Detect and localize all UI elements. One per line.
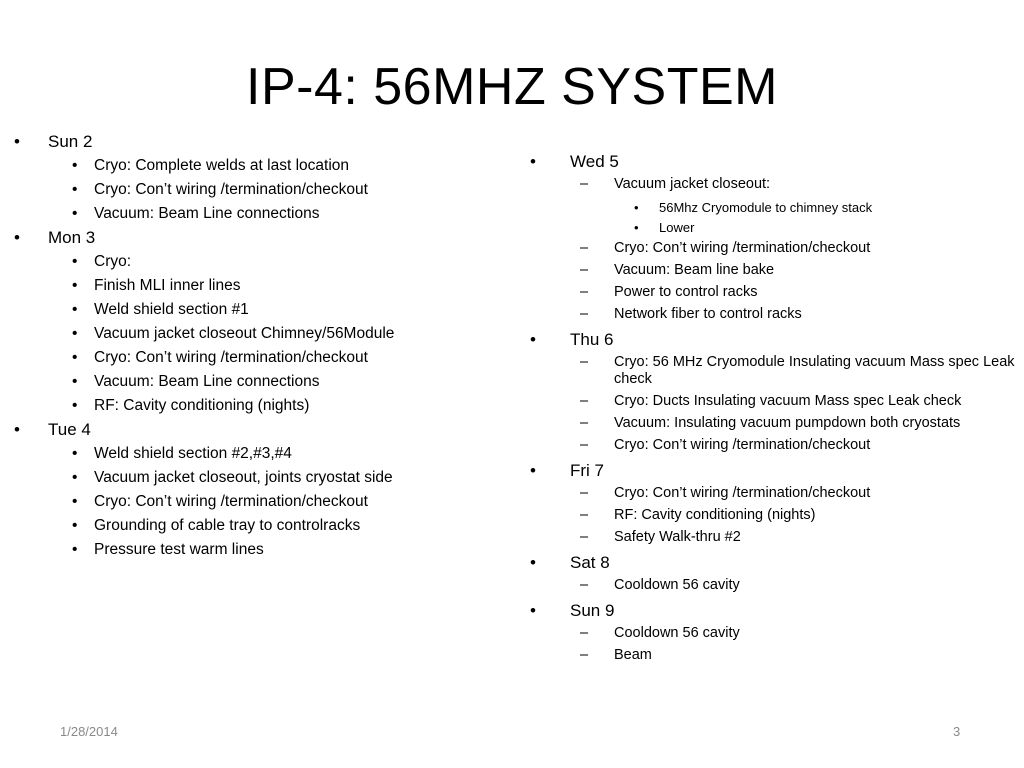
list-item: – Network fiber to control racks <box>528 306 1018 323</box>
day-fri-7: • Fri 7 <box>528 459 1018 483</box>
right-column <box>528 150 1018 669</box>
day-wed-5: • Wed 5 <box>528 150 1018 174</box>
day-thu-6: • Thu 6 <box>528 328 1018 352</box>
list-item: • 56Mhz Cryomodule to chimney stack <box>528 198 1018 218</box>
day-sun-2: • Sun 2 <box>14 130 514 154</box>
list-item: • Weld shield section #1 <box>14 298 514 322</box>
list-item: • Vacuum jacket closeout Chimney/56Module <box>14 322 514 346</box>
day-sat-8: • Sat 8 <box>528 551 1018 575</box>
list-item: – Cooldown 56 cavity <box>528 577 1018 594</box>
list-item: – Power to control racks <box>528 284 1018 301</box>
list-item: • Finish MLI inner lines <box>14 274 514 298</box>
list-item: – Cryo: Con’t wiring /termination/checkout <box>528 437 1018 454</box>
list-item: • Lower <box>528 218 1018 238</box>
list-item: • Grounding of cable tray to controlracks <box>14 514 514 538</box>
list-item: • Vacuum: Beam Line connections <box>14 202 514 226</box>
day-mon-3: • Mon 3 <box>14 226 514 250</box>
list-item: • RF: Cavity conditioning (nights) <box>14 394 514 418</box>
list-item: – Vacuum jacket closeout: <box>528 176 1018 193</box>
list-item: • Cryo: Con’t wiring /termination/checkout <box>14 346 514 370</box>
list-item: – Beam <box>528 647 1018 664</box>
list-item: – Vacuum: Insulating vacuum pumpdown both cryostats <box>528 415 1018 432</box>
list-item: – Vacuum: Beam line bake <box>528 262 1018 279</box>
list-item: • Vacuum jacket closeout, joints cryostat side <box>14 466 514 490</box>
list-item: • Cryo: <box>14 250 514 274</box>
list-item: • Pressure test warm lines <box>14 538 514 562</box>
list-item: – Cryo: Con’t wiring /termination/checkout <box>528 240 1018 257</box>
day-tue-4: • Tue 4 <box>14 418 514 442</box>
list-item: – Cryo: Ducts Insulating vacuum Mass spec Leak check <box>528 393 1018 410</box>
left-column <box>14 130 514 562</box>
list-item: • Cryo: Complete welds at last location <box>14 154 514 178</box>
list-item: – Safety Walk-thru #2 <box>528 529 1018 546</box>
list-item: • Cryo: Con’t wiring /termination/checkout <box>14 490 514 514</box>
list-item: – Cryo: 56 MHz Cryomodule Insulating vacuum Mass spec Leak check <box>528 354 1018 388</box>
list-item: – Cooldown 56 cavity <box>528 625 1018 642</box>
slide-title: IP-4: 56MHZ SYSTEM <box>246 58 778 116</box>
list-item: – RF: Cavity conditioning (nights) <box>528 507 1018 524</box>
list-item: • Cryo: Con’t wiring /termination/checkout <box>14 178 514 202</box>
footer-date: 1/28/2014 <box>60 724 118 739</box>
list-item: – Cryo: Con’t wiring /termination/checkout <box>528 485 1018 502</box>
page-number: 3 <box>953 724 961 739</box>
day-sun-9: • Sun 9 <box>528 599 1018 623</box>
list-item: • Weld shield section #2,#3,#4 <box>14 442 514 466</box>
list-item: • Vacuum: Beam Line connections <box>14 370 514 394</box>
